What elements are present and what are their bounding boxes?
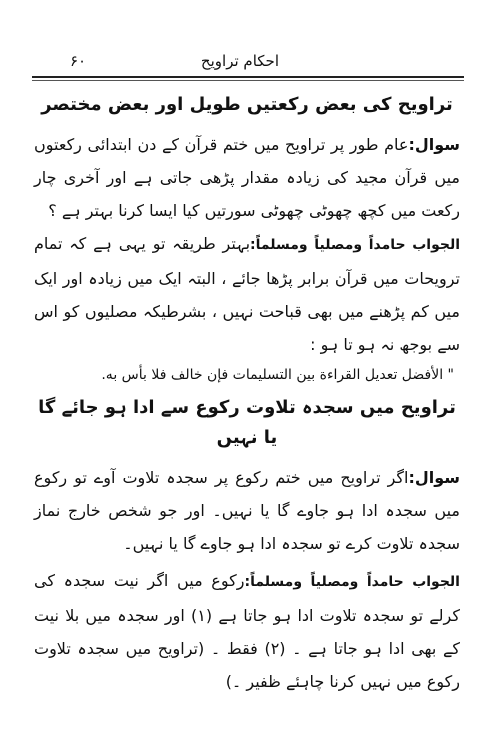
- question-1: [34, 128, 460, 227]
- question-label-2: سوال:: [408, 468, 460, 487]
- section-heading-1: تراویح کی بعض رکعتیں طویل اور بعض مختصر: [41, 94, 453, 115]
- arabic-quote: " الأفضل تعديل القراءة بين التسليمات فإن خالف فلا بأس به.: [101, 367, 454, 383]
- question-text-2: اگر تراویح میں ختم رکوع پر سجدہ تلاوت آوے تو رکوع میں سجدہ ادا ہو جاوے گا یا نہیں۔ اور جو شخص خارج نماز سجدہ تلاوت کرے تو سجدہ ادا ہو جاوے گا یا نہیں۔: [34, 468, 460, 553]
- running-header: [32, 52, 464, 74]
- question-2: [34, 461, 460, 560]
- answer-text-1: بہتر طریقہ تو یہی ہے کہ تمام ترویحات میں قرآن برابر پڑھا جائے ، البتہ ایک میں زیادہ اور ایک میں کم پڑھنے میں بھی قباحت نہیں ، بشرطیکہ مصلیوں کو اس سے بوجھ نہ ہو تا ہو :: [34, 234, 460, 354]
- header-rule-secondary: [32, 80, 464, 81]
- answer-label-2: الجواب حامداً ومصلیاً ومسلماً:: [244, 574, 460, 590]
- question-text-1: عام طور پر تراویح میں ختم قرآن کے دن ابتدائی رکعتوں میں قرآن مجید کی زیادہ مقدار پڑھی جاتی ہے اور آخری چار رکعت میں کچھ چھوٹی چھوٹی سورتیں کیا ایسا کرنا بہتر ہے ؟: [34, 135, 460, 220]
- question-label-1: سوال:: [408, 135, 460, 154]
- page-number: ۶۰: [70, 52, 87, 70]
- section-heading-2: تراویح میں سجدہ تلاوت رکوع سے ادا ہو جائے گا یا نہیں: [38, 397, 456, 448]
- answer-label-1: الجواب حامداً ومصلیاً ومسلماً:: [250, 237, 461, 253]
- header-rule: [32, 76, 464, 78]
- page-body: [34, 88, 460, 698]
- answer-2: [34, 564, 460, 698]
- answer-text-2: رکوع میں اگر نیت سجدہ کی کرلے تو سجدہ تلاوت ادا ہو جاتا ہے (۱) اور سجدہ میں بلا نیت کے بھی ادا ہو جاتا ہے ۔ (۲) فقط ۔ (تراویح میں سجدہ تلاوت رکوع میں نہیں کرنا چاہئے ظفیر ۔): [34, 571, 461, 691]
- running-title: احکام تراویح: [200, 52, 279, 70]
- answer-1: [34, 227, 460, 361]
